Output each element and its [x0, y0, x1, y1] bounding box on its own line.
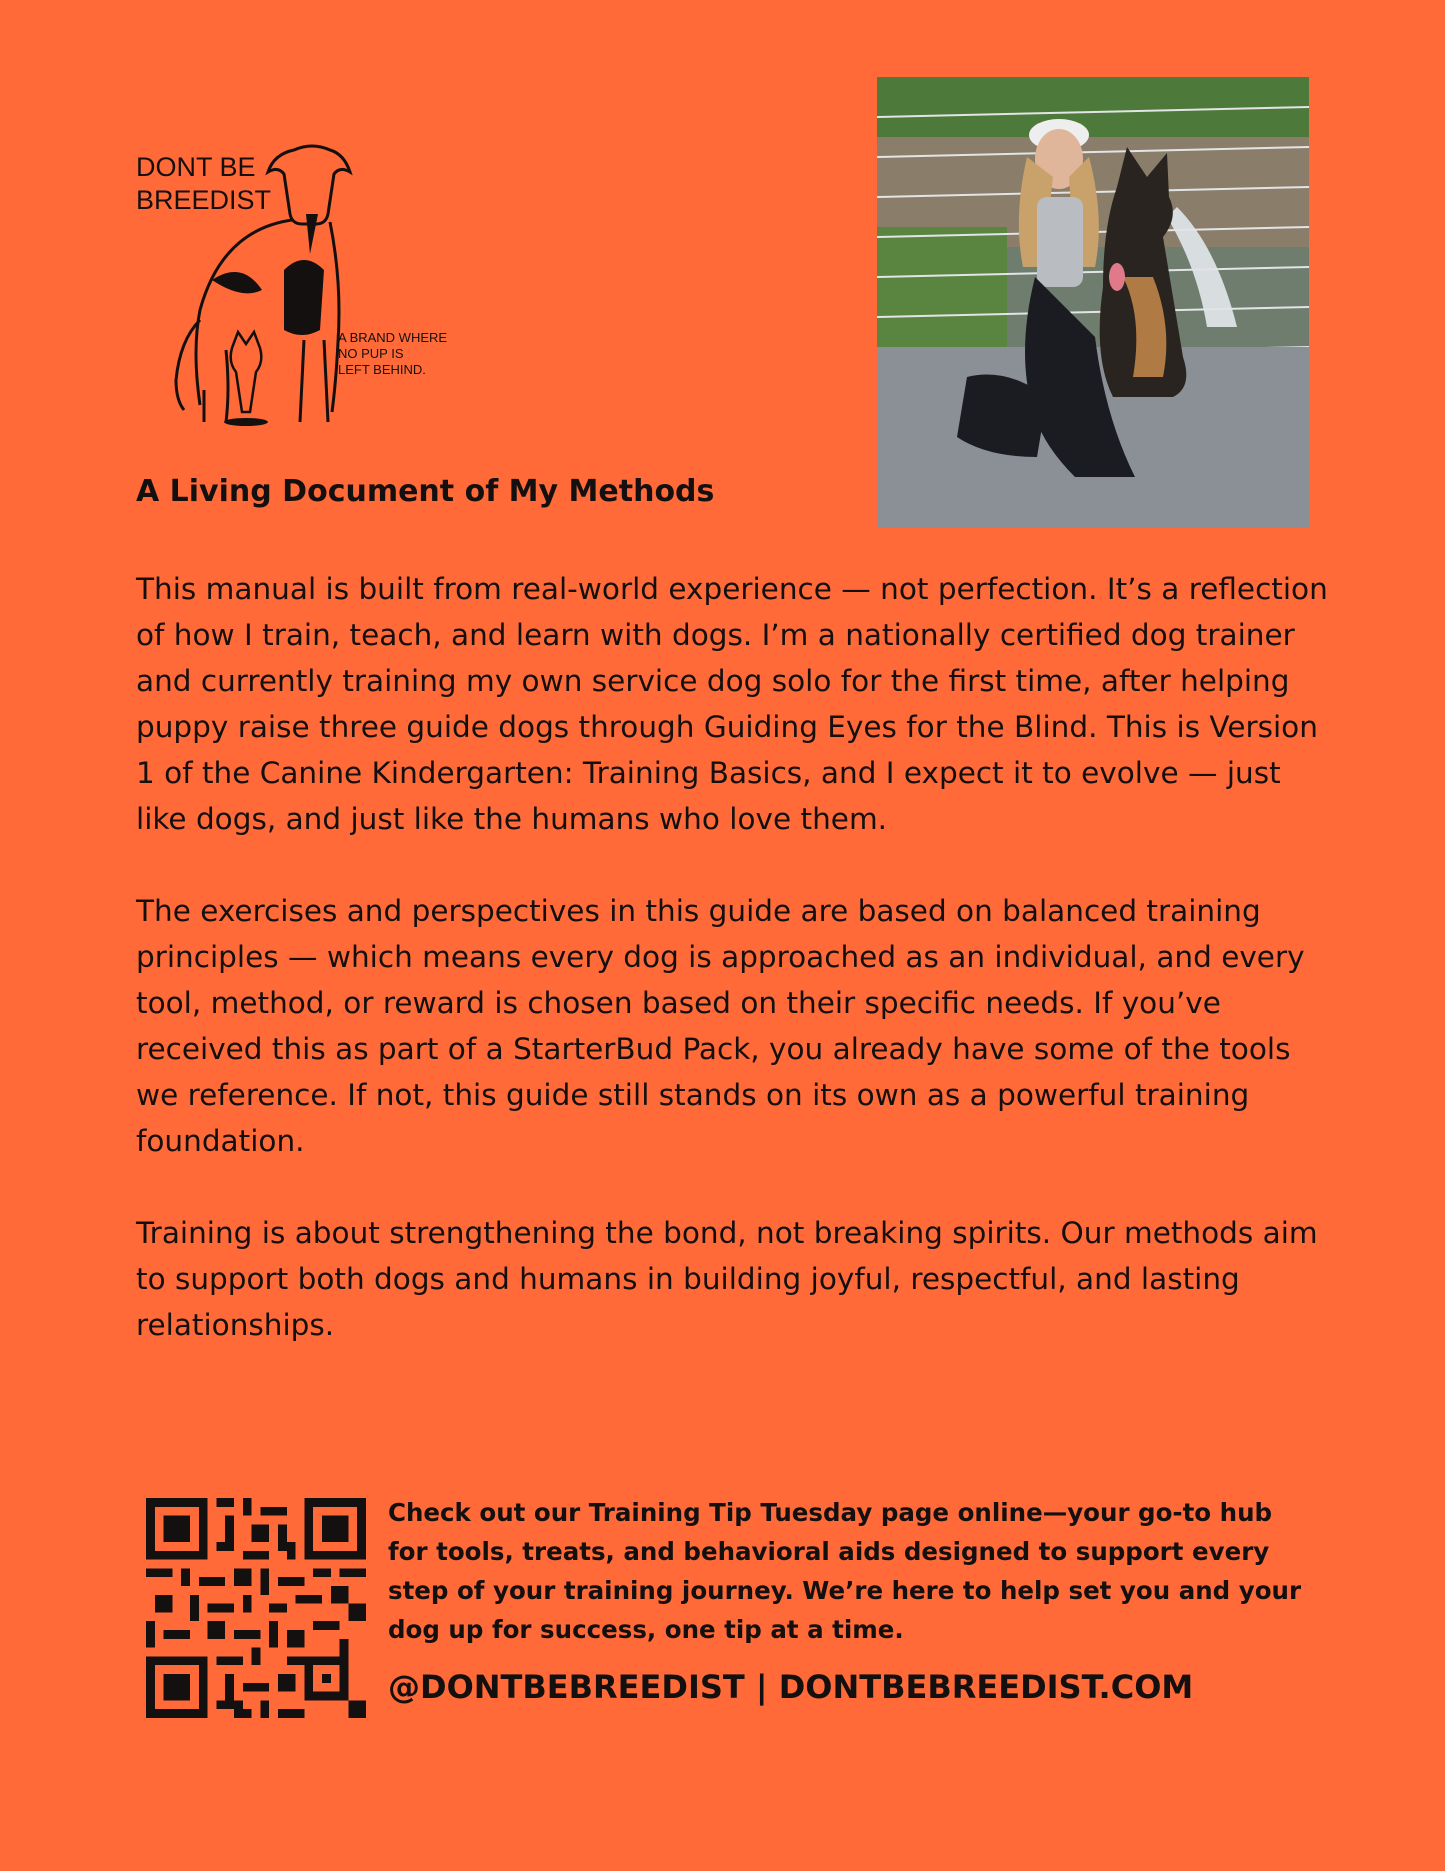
qr-code[interactable] — [146, 1498, 366, 1718]
logo-tagline-line2: NO PUP IS — [338, 346, 404, 361]
trainer-with-dog-photo — [877, 77, 1309, 528]
qr-code-icon — [146, 1498, 366, 1718]
logo-brand-line2: BREEDIST — [136, 185, 272, 215]
paragraph-intro: This manual is built from real-world experience — not perfection. It’s a reflection of how I train, teach, and learn with dogs. I’m a nationally certified dog trainer and currently training my own service dog solo for the first time, after helping puppy raise three guide dogs through Guiding Eyes for the Blind. This is Version 1 of the Canine Kindergarten: Training Basics, and I expect it to evolve — just like dogs, and just like the humans who love them. — [136, 572, 1328, 836]
dog-logo-icon — [134, 140, 474, 430]
training-tip-callout: Check out our Training Tip Tuesday page online—your go-to hub for tools, treats, and behavioral aids designed to support every step of your training journey. We’re here to help set you and your dog up for success, one tip at a time. — [388, 1498, 1302, 1644]
photo-image — [877, 77, 1309, 528]
paragraph-methods: The exercises and perspectives in this guide are based on balanced training principles — which means every dog is approached as an individual, and every tool, method, or reward is chosen based on their specific needs. If you’ve received this as part of a StarterBud Pack, you already have some of the tools we reference. If not, this guide still stands on its own as a powerful training foundation. — [136, 894, 1305, 1158]
logo-brand-line1: DONT BE — [136, 152, 256, 182]
body-text — [136, 566, 1336, 1394]
social-handle-link[interactable]: @DONTBEBREEDIST | DONTBEBREEDIST.COM — [388, 1668, 1194, 1706]
paragraph-bond: Training is about strengthening the bond, not breaking spirits. Our methods aim to support both dogs and humans in building joyful, respectful, and lasting relationships. — [136, 1216, 1318, 1342]
page-title: A Living Document of My Methods — [136, 474, 715, 509]
logo-tagline-line1: A BRAND WHERE — [338, 330, 448, 345]
brand-logo — [134, 140, 474, 430]
logo-tagline-line3: LEFT BEHIND. — [338, 362, 426, 377]
